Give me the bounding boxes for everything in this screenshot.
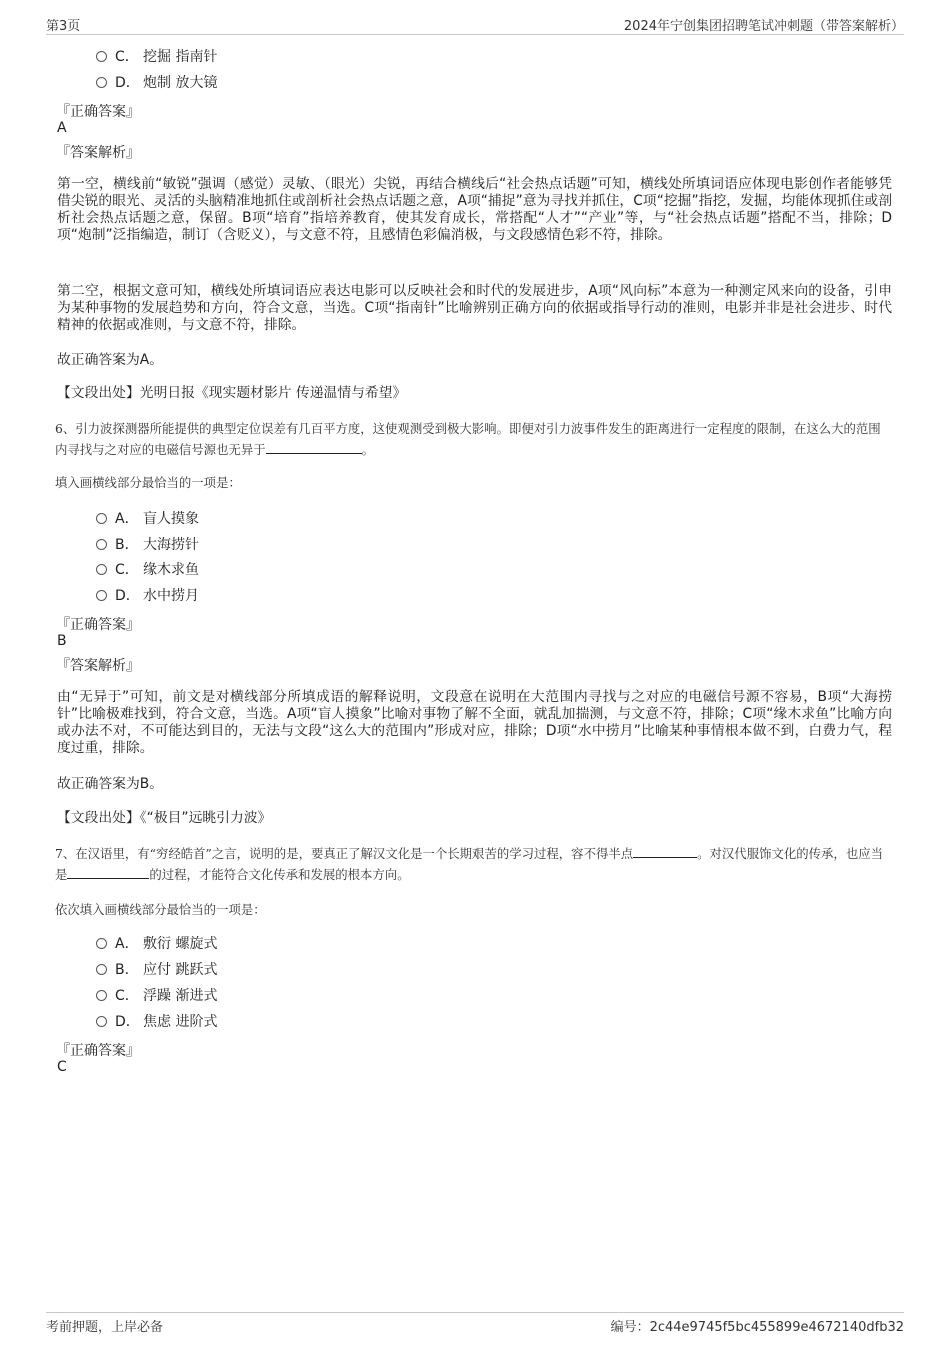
q6-stem: 6、引力波探测器所能提供的典型定位误差有几百平方度，这使观测受到极大影响。即便对引力波事件发生的距离进行一定程度的限制，在这么大的范围内寻找与之对应的电磁信号源也无异于 。: [55, 421, 881, 457]
q5-analysis-paragraph-1: 第一空，横线前“敏锐”强调（感觉）灵敏、（眼光）尖锐，再结合横线后“社会热点话题”可知，横线处所填词语应体现电影创作者能够凭借尖锐的眼光、灵活的头脑精准地抓住或剖析社会热点话题之意，A项“捕捉”意为寻找并抓住，C项“挖掘”指挖，发掘，均能体现抓住或剖析社会热点话题之意，保留。B项“培育”指培养教育，使其发育成长，常搭配“人才”“产业”等，与“社会热点话题”搭配不当，排除；D项“炮制”泛指编造，制订（含贬义），与文意不符，且感情色彩偏消极，与文段感情色彩不符，排除。: [57, 176, 892, 243]
answer-blank: [67, 866, 149, 879]
document-code: 编号：2c44e9745f5bc455899e4672140dfb32: [610, 1320, 904, 1335]
q7-stem: 7、在汉语里，有“穷经皓首”之言，说明的是，要真正了解汉文化是一个长期艰苦的学习过程，容不得半点 。对汉代服饰文化的传承，也应当是 的过程，才能符合文化传承和发展的根本方向。: [55, 846, 883, 882]
analysis-label: 『答案解析』: [56, 145, 140, 161]
q7-answer: C: [57, 1059, 67, 1075]
radio-icon[interactable]: [96, 964, 107, 975]
q7-option-d[interactable]: D． 焦虑 进阶式: [96, 1012, 217, 1032]
q6-option-c[interactable]: C． 缘木求鱼: [96, 560, 199, 580]
q5-answer: A: [57, 120, 67, 136]
q7-instruction: 依次填入画横线部分最恰当的一项是：: [55, 902, 266, 917]
q7-option-a[interactable]: A． 敷衍 螺旋式: [96, 934, 217, 954]
q5-conclusion: 故正确答案为A。: [57, 352, 164, 368]
q6-option-b[interactable]: B． 大海捞针: [96, 535, 199, 555]
correct-answer-label: 『正确答案』: [56, 104, 140, 120]
page-header: [46, 14, 904, 35]
radio-icon[interactable]: [96, 1016, 107, 1027]
page-number: 第3页: [46, 19, 81, 34]
q5-source: 【文段出处】光明日报《现实题材影片 传递温情与希望》: [57, 385, 407, 401]
analysis-label: 『答案解析』: [56, 658, 140, 674]
document-title: 2024年宁创集团招聘笔试冲刺题（带答案解析）: [623, 19, 904, 34]
q6-answer: B: [57, 633, 67, 649]
q5-analysis-paragraph-2: 第二空，根据文意可知，横线处所填词语应表达电影可以反映社会和时代的发展进步，A项“风向标”本意为一种测定风来向的设备，引申为某种事物的发展趋势和方向，符合文意，当选。C项“指南针”比喻辨别正确方向的依据或指导行动的准则，电影并非是社会进步、时代精神的依据或准则，与文意不符，排除。: [57, 283, 892, 333]
correct-answer-label: 『正确答案』: [56, 617, 140, 633]
page-footer: [46, 1312, 904, 1337]
radio-icon[interactable]: [96, 513, 107, 524]
radio-icon[interactable]: [96, 564, 107, 575]
radio-icon[interactable]: [96, 990, 107, 1001]
q6-option-a[interactable]: A． 盲人摸象: [96, 509, 199, 529]
q7-option-b[interactable]: B． 应付 跳跃式: [96, 960, 217, 980]
q6-option-d[interactable]: D． 水中捞月: [96, 586, 199, 606]
radio-icon[interactable]: [96, 539, 107, 550]
answer-blank: [633, 845, 697, 858]
q7-option-c[interactable]: C． 浮躁 渐进式: [96, 986, 217, 1006]
radio-icon[interactable]: [96, 77, 107, 88]
q6-analysis: 由“无异于”可知，前文是对横线部分所填成语的解释说明，文段意在说明在大范围内寻找与之对应的电磁信号源不容易，B项“大海捞针”比喻极难找到，符合文意，当选。A项“盲人摸象”比喻对事物了解不全面，就乱加揣测，与文意不符，排除；C项“缘木求鱼”比喻方向或办法不对，不可能达到目的，无法与文段“这么大的范围内”形成对应，排除；D项“水中捞月”比喻某种事情根本做不到，白费力气，程度过重，排除。: [57, 689, 892, 756]
q6-conclusion: 故正确答案为B。: [57, 776, 164, 792]
q6-source: 【文段出处】《“极目”远眺引力波》: [57, 810, 272, 826]
q6-instruction: 填入画横线部分最恰当的一项是：: [55, 475, 241, 490]
radio-icon[interactable]: [96, 51, 107, 62]
answer-blank: [266, 441, 362, 454]
footer-slogan: 考前押题，上岸必备: [46, 1320, 164, 1335]
q5-option-c[interactable]: C． 挖掘 指南针: [96, 47, 217, 67]
radio-icon[interactable]: [96, 938, 107, 949]
q5-option-d[interactable]: D． 炮制 放大镜: [96, 73, 217, 93]
correct-answer-label: 『正确答案』: [56, 1043, 140, 1059]
radio-icon[interactable]: [96, 590, 107, 601]
